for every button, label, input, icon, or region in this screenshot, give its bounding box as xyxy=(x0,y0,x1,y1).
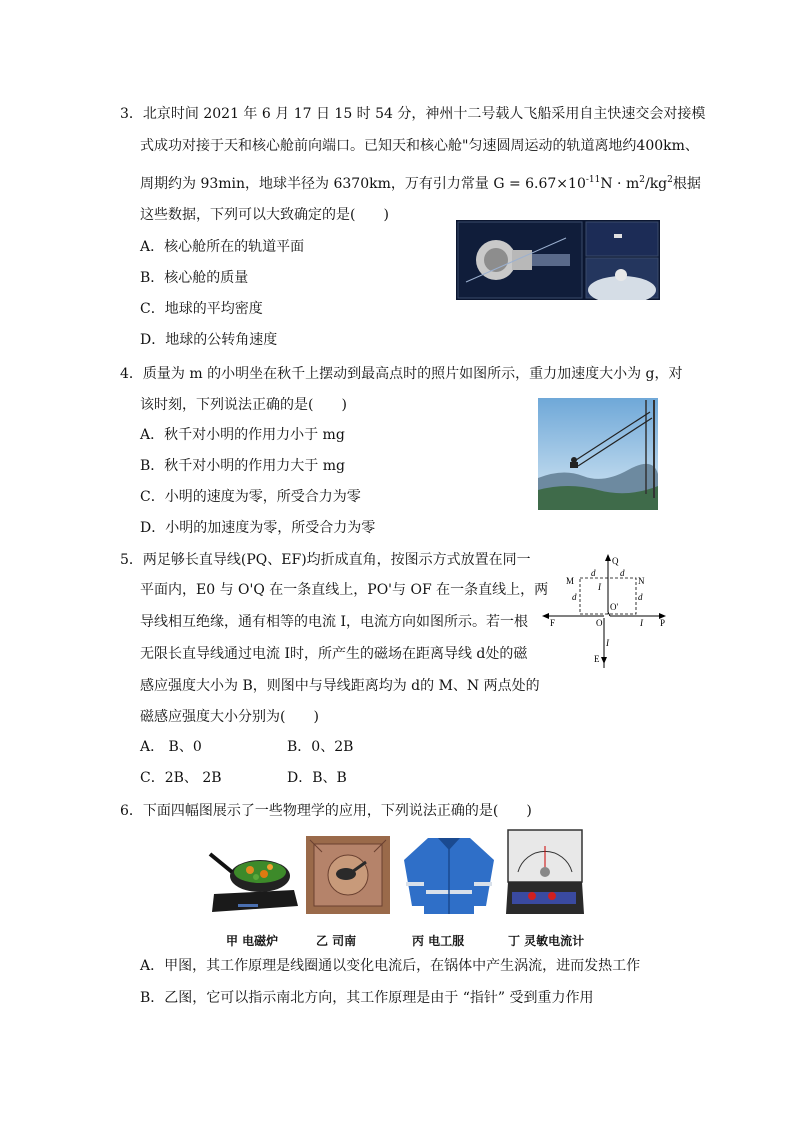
q3-line-3 xyxy=(140,170,701,194)
q5-line-4: 无限长直导线通过电流 I时，所产生的磁场在距离导线 d处的磁 xyxy=(140,646,528,662)
q3-line-3-d: 根据 xyxy=(672,176,701,192)
label-i-up: I xyxy=(598,582,601,592)
q3-exponent-3: 2 xyxy=(667,175,673,185)
q3-option-d: D．地球的公转角速度 xyxy=(140,332,278,348)
label-n: N xyxy=(638,576,645,586)
label-e: E xyxy=(594,654,600,664)
q4-option-b: B．秋千对小明的作用力大于 mg xyxy=(140,458,345,474)
caption-electrician-suit: 丙 电工服 xyxy=(412,934,465,948)
q5-option-b: B．0、2B xyxy=(287,739,354,755)
induction-cooker-image xyxy=(208,832,300,918)
q3-option-a: A．核心舱所在的轨道平面 xyxy=(140,239,305,255)
q3-exponent-2: 2 xyxy=(639,175,645,185)
q3-option-c: C．地球的平均密度 xyxy=(140,301,263,317)
q3-line-3-b: N · m xyxy=(600,176,640,192)
label-i-right: I xyxy=(640,618,643,628)
q5-option-a: A． B、0 xyxy=(140,739,202,755)
q5-line-5: 感应强度大小为 B，则图中与导线距离均为 d的 M、N 两点处的 xyxy=(140,678,540,694)
q5-option-c: C．2B、 2B xyxy=(140,770,222,786)
label-d-top-left: d xyxy=(591,568,596,578)
space-station-photo xyxy=(456,220,660,300)
q6-line-1: 6．下面四幅图展示了一些物理学的应用，下列说法正确的是( ) xyxy=(120,803,532,819)
q5-line-3: 导线相互绝缘，通有相等的电流 I，电流方向如图所示。若一根 xyxy=(140,614,528,630)
q5-line-6: 磁感应强度大小分别为( ) xyxy=(140,709,319,725)
label-d-right: d xyxy=(638,592,643,602)
label-o-prime: O' xyxy=(610,602,619,612)
q3-option-b: B．核心舱的质量 xyxy=(140,270,249,286)
q4-option-a: A．秋千对小明的作用力小于 mg xyxy=(140,427,345,443)
q4-option-c: C．小明的速度为零，所受合力为零 xyxy=(140,489,361,505)
q4-line-1: 4．质量为 m 的小明坐在秋千上摆动到最高点时的照片如图所示，重力加速度大小为 g，对 xyxy=(120,366,683,382)
wire-diagram xyxy=(538,550,668,674)
caption-galvanometer: 丁 灵敏电流计 xyxy=(508,934,585,948)
label-o: O xyxy=(596,618,603,628)
q3-line-1: 3．北京时间 2021 年 6 月 17 日 15 时 54 分，神州十二号载人飞船采用自主快速交会对接模 xyxy=(120,106,706,122)
q3-line-3-c: /kg xyxy=(644,176,668,192)
galvanometer-image xyxy=(504,828,586,918)
q6-option-a: A．甲图，其工作原理是线圈通以变化电流后，在锅体中产生涡流，进而发热工作 xyxy=(140,958,641,974)
label-f: F xyxy=(550,618,556,628)
q3-exponent: -11 xyxy=(585,175,601,185)
label-d-top-right: d xyxy=(620,568,625,578)
label-d-left: d xyxy=(572,592,577,602)
q3-line-3-a: 周期约为 93min，地球半径为 6370km，万有引力常量 G = 6.67×10 xyxy=(140,176,586,192)
caption-induction-cooker: 甲 电磁炉 xyxy=(226,934,279,948)
electrician-suit-image xyxy=(398,832,500,918)
label-i-down: I xyxy=(606,638,609,648)
q5-line-1: 5．两足够长直导线(PQ、EF)均折成直角，按图示方式放置在同一 xyxy=(120,552,531,568)
q4-option-d: D．小明的加速度为零，所受合力为零 xyxy=(140,520,376,536)
q5-line-2: 平面内，E0 与 O'Q 在一条直线上，PO'与 OF 在一条直线上，两 xyxy=(140,582,549,598)
label-q: Q xyxy=(612,556,619,566)
q6-option-b: B．乙图，它可以指示南北方向，其工作原理是由于 “指针” 受到重力作用 xyxy=(140,990,594,1006)
label-m: M xyxy=(566,576,575,586)
label-p: P xyxy=(660,618,666,628)
q4-line-2: 该时刻，下列说法正确的是( ) xyxy=(140,397,347,413)
compass-sinan-image xyxy=(302,832,394,918)
q3-line-4: 这些数据，下列可以大致确定的是( ) xyxy=(140,207,389,223)
swing-photo xyxy=(538,398,658,510)
caption-sinan: 乙 司南 xyxy=(316,934,357,948)
q3-line-2: 式成功对接于天和核心舱前向端口。已知天和核心舱"匀速圆周运动的轨道离地约400km、 xyxy=(140,138,699,154)
q5-option-d: D．B、B xyxy=(287,770,347,786)
